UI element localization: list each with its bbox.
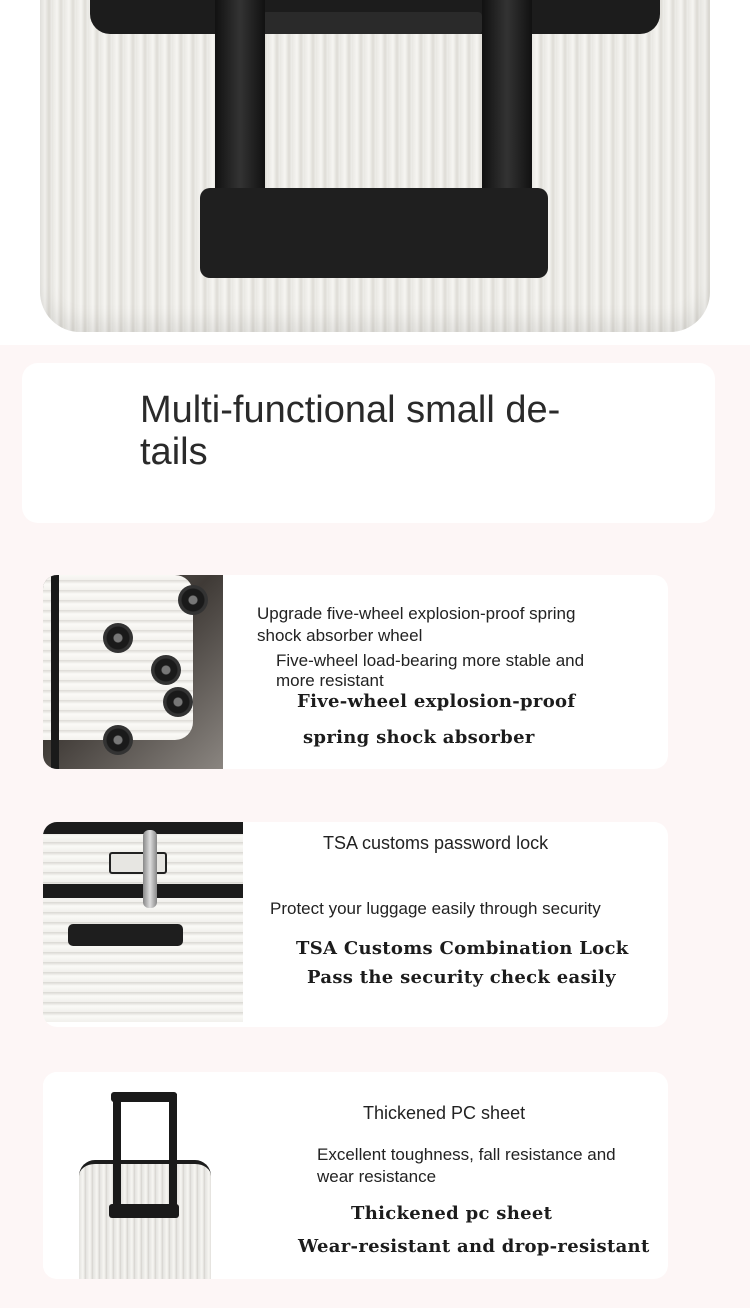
side-handle <box>68 924 183 946</box>
feature-card-pc-sheet <box>43 1072 668 1279</box>
trolley-handle-bar <box>262 12 482 34</box>
trolley-rod-right <box>482 0 532 220</box>
wheel-icon <box>151 655 181 685</box>
feature-subtitle: Five-wheel load-bearing more stable and more resistant <box>276 651 585 690</box>
section-title-card <box>22 363 715 523</box>
feature-subtitle: Protect your luggage easily through security <box>270 899 601 918</box>
zipper-pull <box>143 830 157 908</box>
wheel-icon <box>103 725 133 755</box>
feature-bold-line-1: TSA Customs Combination Lock <box>296 938 629 959</box>
feature-bold-line-2: Pass the security check easily <box>307 967 616 988</box>
pc-sheet-luggage-photo <box>43 1072 253 1279</box>
trolley-handle-bar <box>111 1092 177 1102</box>
feature-title: Upgrade five-wheel explosion-proof spring shock absorber wheel <box>257 604 576 645</box>
feature-bold-line-2: Wear-resistant and drop-resistant <box>298 1236 650 1257</box>
combination-dial <box>109 852 167 874</box>
feature-title: Thickened PC sheet <box>363 1103 526 1123</box>
feature-card-tsa-lock <box>43 822 668 1027</box>
trolley-rod-left <box>113 1094 121 1214</box>
trolley-rod-left <box>215 0 265 220</box>
trolley-base-plate <box>200 188 548 278</box>
tsa-lock-photo <box>43 822 243 1022</box>
suitcase-shell <box>40 0 710 332</box>
five-wheel-luggage-photo <box>43 575 223 769</box>
feature-bold-line-1: Thickened pc sheet <box>351 1203 553 1224</box>
wheel-icon <box>178 585 208 615</box>
feature-title: TSA customs password lock <box>323 833 549 853</box>
feature-bold-line-1: Five-wheel explosion-proof <box>297 691 576 712</box>
suitcase-body <box>79 1160 211 1279</box>
feature-bold-line-2: spring shock absorber <box>303 727 535 748</box>
hero-luggage-photo <box>0 0 750 345</box>
section-title: Multi-functional small de- tails <box>140 389 561 473</box>
trolley-base-plate <box>109 1204 179 1218</box>
feature-card-wheels <box>43 575 668 769</box>
wheel-icon <box>103 623 133 653</box>
feature-subtitle: Excellent toughness, fall resistance and wear resistance <box>317 1145 616 1186</box>
trolley-rod-right <box>169 1094 177 1214</box>
suitcase-trim <box>51 575 59 769</box>
wheel-icon <box>163 687 193 717</box>
